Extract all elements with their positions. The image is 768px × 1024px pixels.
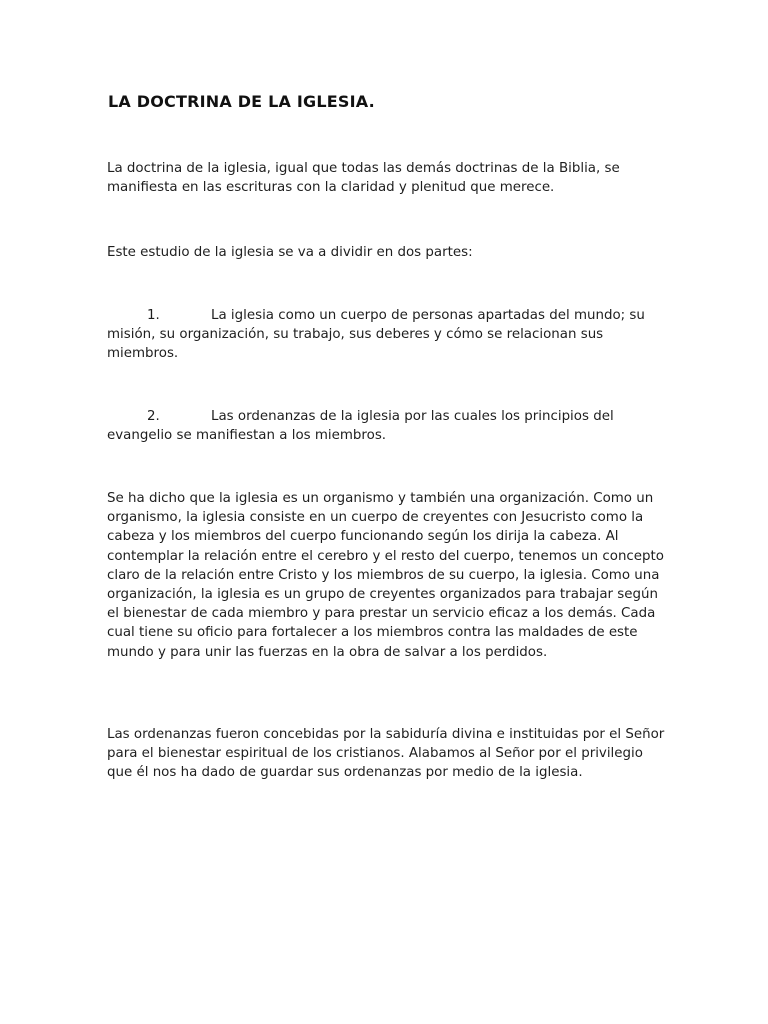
list-item-number: 2. <box>147 409 160 424</box>
list-item <box>107 306 667 364</box>
page-title: LA DOCTRINA DE LA IGLESIA. <box>108 92 375 111</box>
intro-paragraph: La doctrina de la iglesia, igual que todas las demás doctrinas de la Biblia, se manifiesta en las escrituras con la claridad y plenitud que merece. <box>107 161 620 196</box>
list-item <box>107 407 667 445</box>
list-item-text: La iglesia como un cuerpo de personas apartadas del mundo; su misión, su organización, su trabajo, sus deberes y cómo se relacionan sus miembros. <box>107 308 645 362</box>
ordinances-paragraph: Las ordenanzas fueron concebidas por la sabiduría divina e instituidas por el Señor para el bienestar espiritual de los cristianos. Alabamos al Señor por el privilegio que él nos ha dado de guardar sus ordenanzas por medio de la iglesia. <box>107 727 665 781</box>
organism-paragraph: Se ha dicho que la iglesia es un organismo y también una organización. Como un organismo, la iglesia consiste en un cuerpo de creyentes con Jesucristo como la cabeza y los miembros del cuerpo funcionando según los dirija la cabeza. Al contemplar la relación entre el cerebro y el resto del cuerpo, tenemos un concepto claro de la relación entre Cristo y los miembros de su cuerpo, la iglesia. Como una organización, la iglesia es un grupo de creyentes organizados para trabajar según el bienestar de cada miembro y para prestar un servicio eficaz a los demás. Cada cual tiene su oficio para fortalecer a los miembros contra las maldades de este mundo y para unir las fuerzas en la obra de salvar a los perdidos. <box>107 491 664 660</box>
list-item-text: Las ordenanzas de la iglesia por las cuales los principios del evangelio se manifiestan a los miembros. <box>107 409 614 444</box>
list-item-number: 1. <box>147 308 160 323</box>
study-intro-paragraph: Este estudio de la iglesia se va a dividir en dos partes: <box>107 245 473 260</box>
